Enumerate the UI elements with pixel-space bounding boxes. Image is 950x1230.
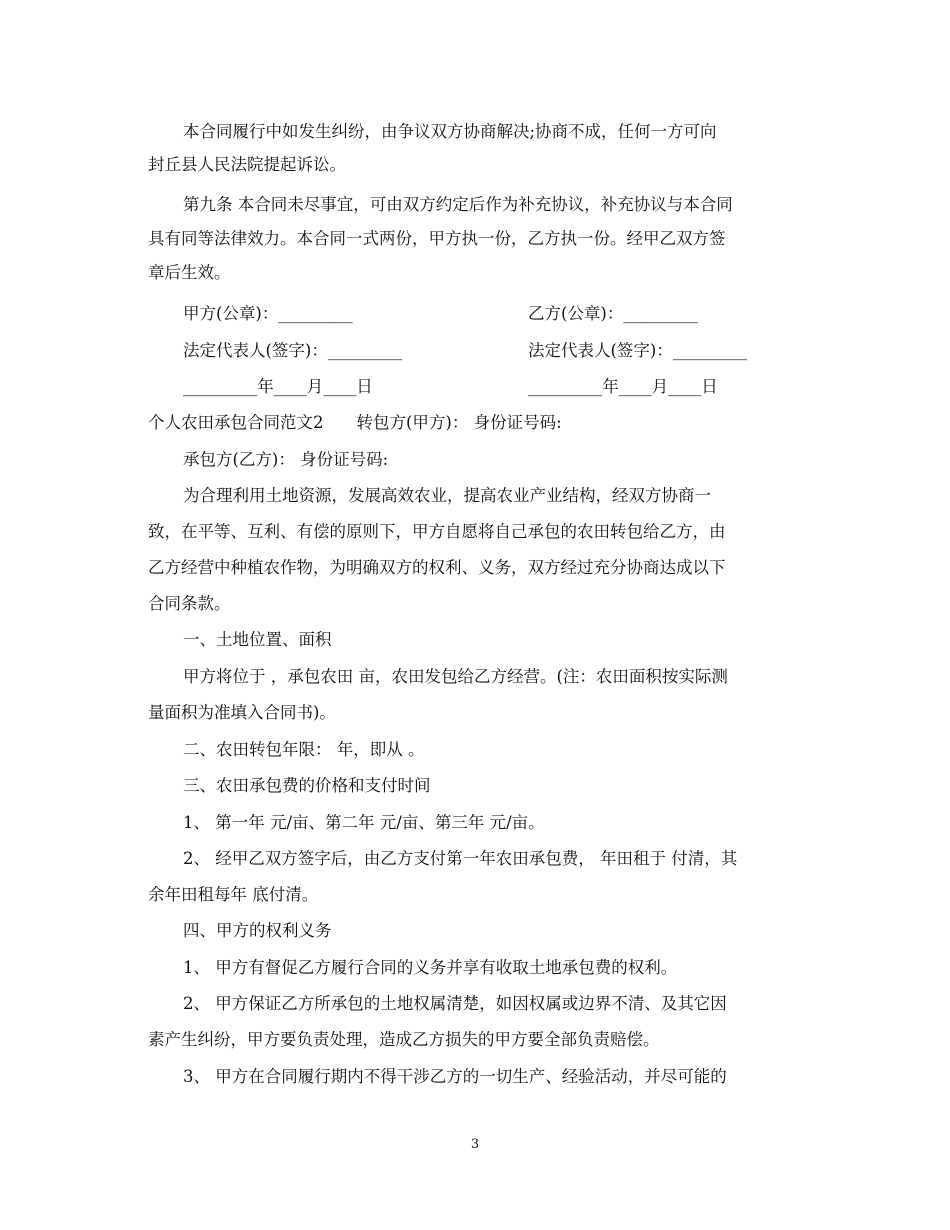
- list-item: 1、 甲方有督促乙方履行合同的义务并享有收取土地承包费的权利。: [183, 958, 678, 977]
- paragraph-line: 致，在平等、互利、有偿的原则下，甲方自愿将自己承包的农田转包给乙方，由: [148, 522, 726, 541]
- page-number: 3: [470, 1137, 480, 1152]
- paragraph-line: 本合同履行中如发生纠纷，由争议双方协商解决;协商不成，任何一方可向: [183, 122, 717, 141]
- article-nine-line: 第九条 本合同未尽事宜，可由双方约定后作为补充协议，补充协议与本合同: [183, 195, 733, 214]
- party-a-seal: 甲方(公章)：_________: [183, 304, 353, 323]
- paragraph-line: 具有同等法律效力。本合同一式两份，甲方执一份，乙方执一份。经甲乙双方签: [148, 229, 726, 248]
- paragraph-line: 余年田租每年 底付清。: [148, 885, 319, 904]
- section-heading: 二、农田转包年限： 年，即从 。: [183, 740, 425, 759]
- party-b-seal: 乙方(公章)：_________: [528, 304, 698, 323]
- contractor-line: 承包方(乙方)： 身份证号码:: [183, 450, 389, 469]
- party-b-representative: 法定代表人(签字)：_________: [528, 341, 748, 360]
- list-item: 2、 经甲乙双方签字后，由乙方支付第一年农田承包费， 年田租于 付清，其: [183, 849, 738, 868]
- section-heading: 一、土地位置、面积: [183, 630, 332, 649]
- party-a-representative: 法定代表人(签字)：_________: [183, 341, 403, 360]
- paragraph-line: 乙方经营中种植农作物，为明确双方的权利、义务，双方经过充分协商达成以下: [148, 558, 726, 577]
- paragraph-line: 章后生效。: [148, 263, 231, 282]
- contract-title-line: 个人农田承包合同范文2 转包方(甲方)： 身份证号码:: [148, 413, 562, 432]
- list-item: 2、 甲方保证乙方所承包的土地权属清楚，如因权属或边界不清、及其它因: [183, 994, 727, 1013]
- paragraph-line: 为合理利用土地资源，发展高效农业，提高农业产业结构，经双方协商一: [183, 486, 711, 505]
- party-b-date: _________年____月____日: [528, 377, 718, 396]
- list-item: 3、 甲方在合同履行期内不得干涉乙方的一切生产、经验活动，并尽可能的: [183, 1067, 727, 1086]
- paragraph-line: 素产生纠纷，甲方要负责处理，造成乙方损失的甲方要全部负责赔偿。: [148, 1030, 660, 1049]
- party-a-date: _________年____月____日: [183, 377, 373, 396]
- section-heading: 四、甲方的权利义务: [183, 921, 332, 940]
- list-item: 1、 第一年 元/亩、第二年 元/亩、第三年 元/亩。: [183, 813, 545, 832]
- paragraph-line: 量面积为准填入合同书)。: [148, 703, 336, 722]
- paragraph-line: 甲方将位于 ，承包农田 亩，农田发包给乙方经营。(注：农田面积按实际测: [183, 667, 728, 686]
- paragraph-line: 封丘县人民法院提起诉讼。: [148, 155, 346, 174]
- paragraph-line: 合同条款。: [148, 594, 231, 613]
- section-heading: 三、农田承包费的价格和支付时间: [183, 776, 431, 795]
